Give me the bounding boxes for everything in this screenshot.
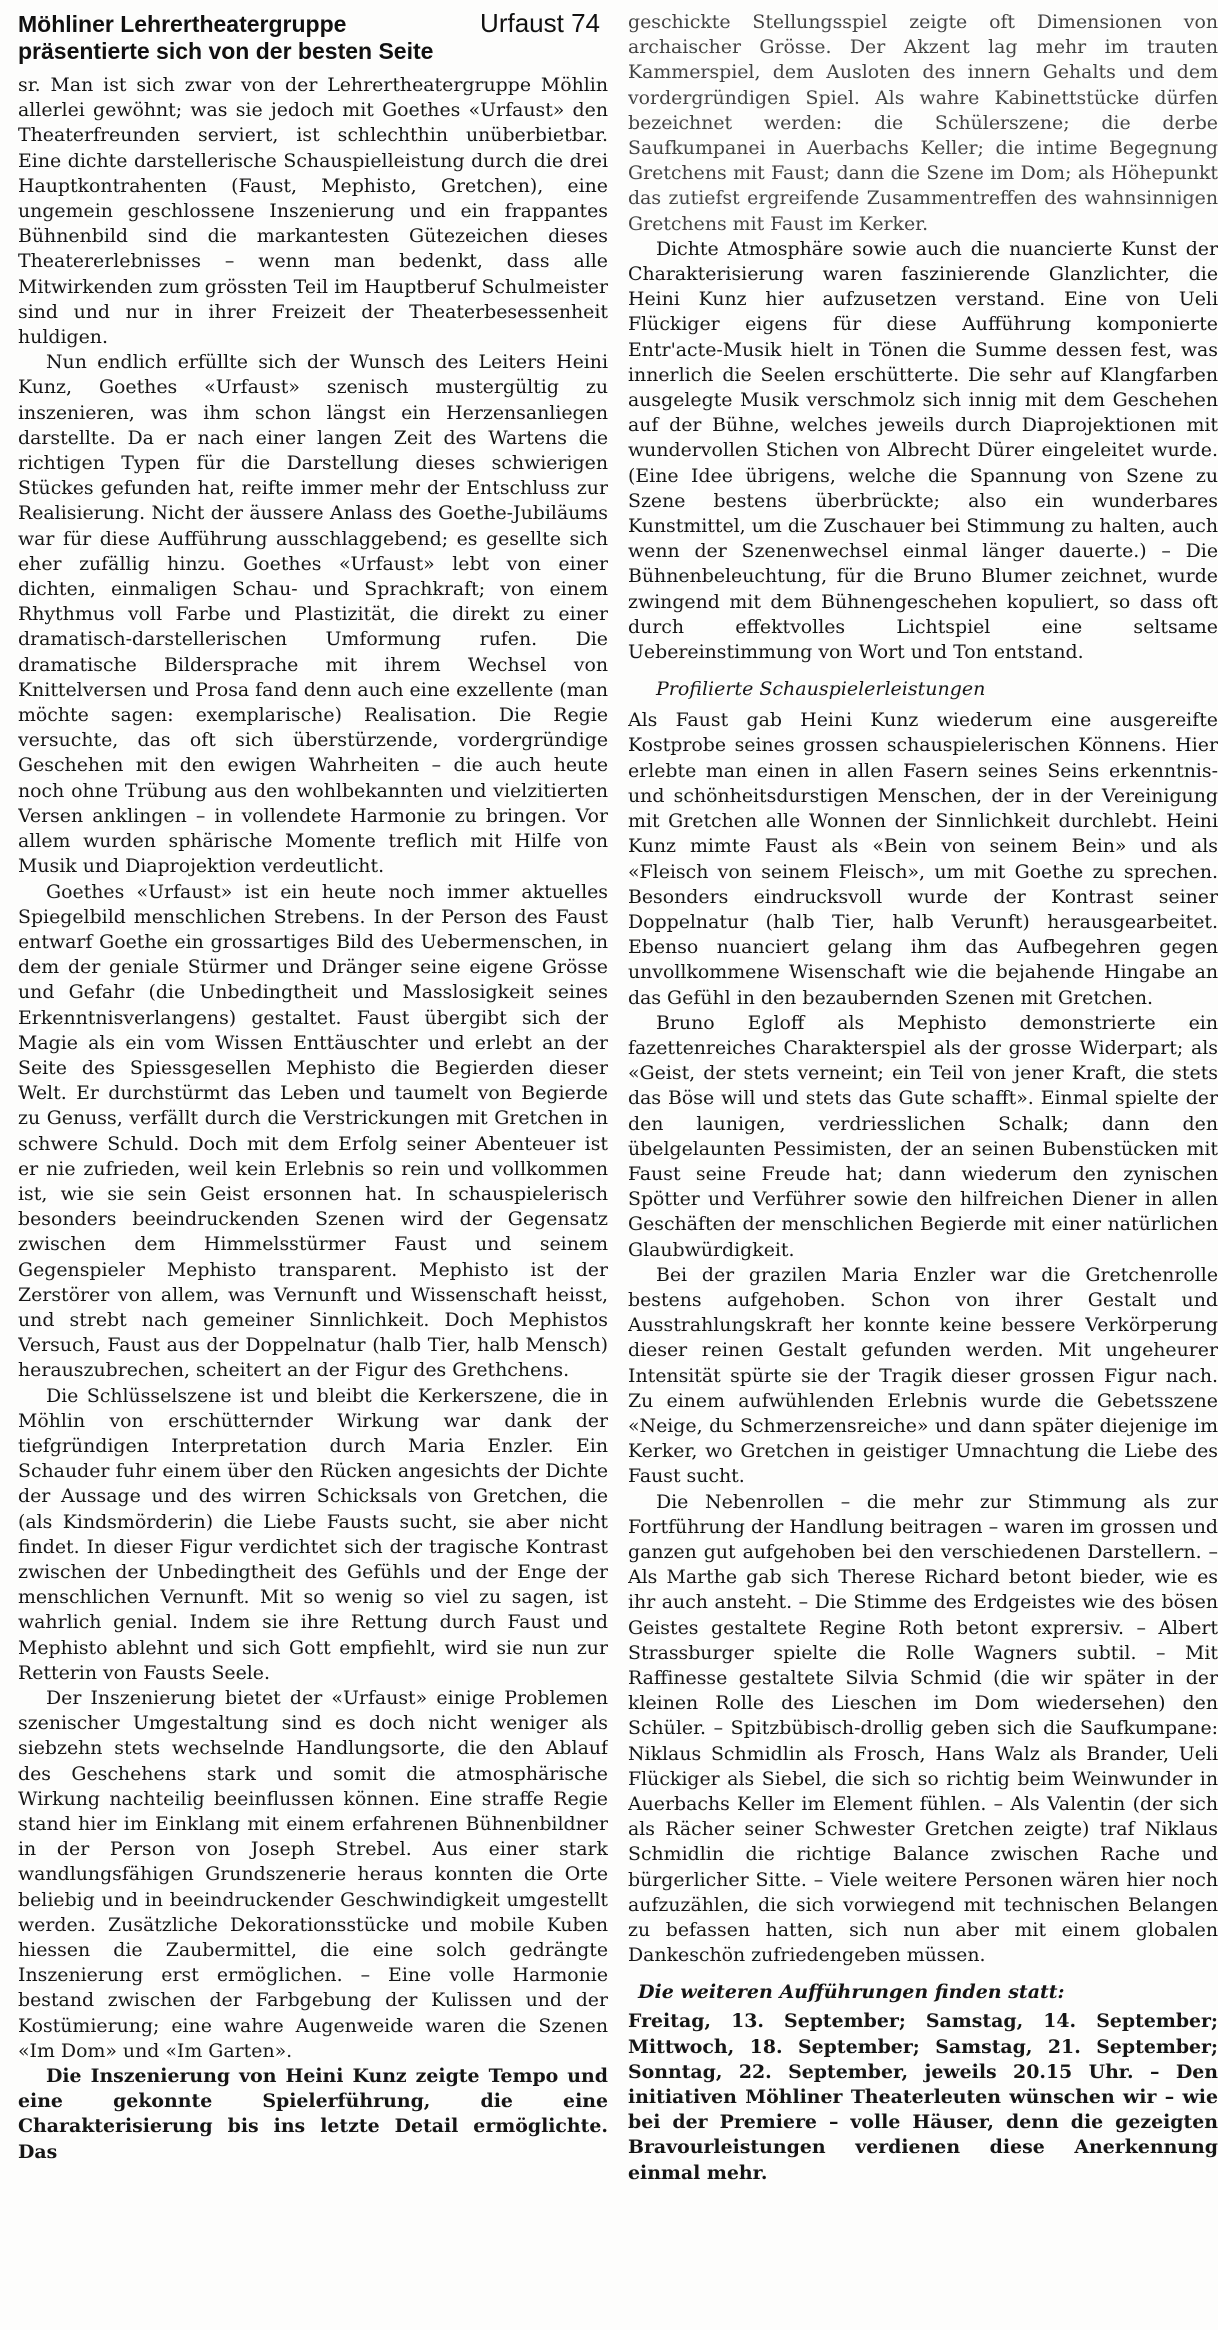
headline-tag: Urfaust 74	[480, 10, 600, 38]
paragraph: sr. Man ist sich zwar von der Lehrertheatergruppe Möhlin allerlei gewöhnt; was sie jedoch mit Goethes «Urfaust» den Theaterfreunden serviert, ist schlechthin unüberbietbar. Eine dichte darstellerische Schauspielleistung durch die drei Hauptkontrahenten (Faust, Mephisto, Gretchen), eine ungemein geschlossene Inszenierung und ein frappantes Bühnenbild sind die markantesten Gütezeichen dieses Theatererlebnisses – wenn man bedenkt, dass alle Mitwirkenden zum grössten Teil im Hauptberuf Schulmeister sind und nur in ihrer Freizeit der Theaterbesessenheit huldigen.	[18, 74, 608, 349]
subheading: Profilierte Schauspielerleistungen	[656, 678, 986, 701]
right-body	[628, 10, 1218, 2186]
paragraph: Nun endlich erfüllte sich der Wunsch des Leiters Heini Kunz, Goethes «Urfaust» szenisch mustergültig zu inszenieren, was ihm schon längst ein Herzensanliegen darstellte. Da er nach einer langen Zeit des Wartens die richtigen Typen für die Darstellung dieses schwierigen Stückes gefunden hat, reifte immer mehr der Entschluss zur Realisierung. Nicht der äussere Anlass des Goethe-Jubiläums war für diese Aufführung ausschlaggebend; es gesellte sich eher zufällig hinzu. Goethes «Urfaust» lebt von einer dichten, einmaligen Schau- und Sprachkraft; von einem Rhythmus voll Farbe und Plastizität, die direkt zu einer dramatisch-darstellerischen Umformung rufen. Die dramatische Bildersprache mit ihrem Wechsel von Knittelversen und Prosa fand denn auch eine exzellente (man möchte sagen: exemplarische) Realisation. Die Regie versuchte, das oft sich überstürzende, vordergründige Geschehen mit den ewigen Wahrheiten – die auch heute noch ohne Trübung aus den wohlbekannten und vielzitierten Versen anklingen – in vollendete Harmonie zu bringen. Vor allem wurden sphärische Momente treflich mit Hilfe von Musik und Diaprojektion verdeutlicht.	[18, 351, 608, 878]
paragraph: Goethes «Urfaust» ist ein heute noch immer aktuelles Spiegelbild menschlichen Strebens. In der Person des Faust entwarf Goethe ein grossartiges Bild des Uebermenschen, in dem der geniale Stürmer und Dränger seine eigene Grösse und Gefahr (die Unbedingtheit und Masslosigkeit seines Erkenntnisverlangens) gestaltet. Faust übergibt sich der Magie als ein vom Wissen Enttäuschter und erlebt an der Seite des Spiessgesellen Mephisto die Begierden dieser Welt. Er durchstürmt das Leben und taumelt von Begierde zu Genuss, verfällt durch die Verstrickungen mit Gretchen in schwere Schuld. Doch mit dem Erfolg seiner Abenteuer ist er nie zufrieden, weil kein Erlebnis so rein und vollkommen ist, wie sie sein Geist ersonnen hat. In schauspielerisch besonders beeindruckenden Szenen wird der Gegensatz zwischen dem Himmelsstürmer Faust und seinem Gegenspieler Mephisto transparent. Mephisto ist der Zerstörer von allem, was Vernunft und Wissenschaft heisst, und strebt nach gemeiner Sinnlichkeit. Doch Mephistos Versuch, Faust aus der Doppelnatur (halb Tier, halb Mensch) herauszubrechen, scheitert an der Figur des Grethchens.	[18, 880, 608, 1382]
dates-heading: Die weiteren Aufführungen finden statt:	[638, 1981, 1065, 2004]
paragraph: Die Inszenierung von Heini Kunz zeigte Tempo und eine gekonnte Spielerführung, die eine Charakterisierung bis ins letzte Detail ermöglichte. Das	[18, 2065, 608, 2163]
headline-row	[18, 10, 608, 38]
paragraph: Die Nebenrollen – die mehr zur Stimmung als zur Fortführung der Handlung beitragen – waren im grossen und ganzen gut aufgehoben bei den verschiedenen Darstellern. – Als Marthe gab sich Therese Richard betont bieder, wie es ihr auch ansteht. – Die Stimme des Erdgeistes wie des bösen Geistes gestaltete Regine Roth betont exprersiv. – Albert Strassburger spielte die Rolle Wagners subtil. – Mit Raffinesse gestaltete Silvia Schmid (die wir später in der kleinen Rolle des Lieschen im Dom wiedersehen) den Schüler. – Spitzbübisch-drollig geben sich die Saufkumpane: Niklaus Schmidlin als Frosch, Hans Walz als Brander, Ueli Flückiger als Siebel, die sich so richtig beim Weinwunder in Auerbachs Keller im Element fühlen. – Als Valentin (der sich als Rächer seiner Schwester Gretchen zeigte) traf Niklaus Schmidlin die richtige Balance zwischen Rache und bürgerlicher Sitte. – Viele weitere Personen wären hier noch aufzuzählen, die sich vorwiegend mit technischen Belangen zu befassen hatten, sich nun aber mit einem globalen Dankeschön zufriedengeben müssen.	[628, 1490, 1218, 1967]
left-body	[18, 73, 608, 2165]
paragraph-continued: geschickte Stellungsspiel zeigte oft Dimensionen von archaischer Grösse. Der Akzent lag mehr im trauten Kammerspiel, dem Ausloten des innern Gehalts und dem vordergründigen Spiel. Als wahre Kabinettstücke dürfen bezeichnet werden: die Schülerszene; die derbe Saufkumpanei in Auerbachs Keller; die intime Begegnung Gretchens mit Faust; dann die Szene im Dom; als Höhepunkt das zutiefst ergreifende Zusammentreffen des wahnsinnigen Gretchens mit Faust im Kerker.	[628, 11, 1218, 235]
headline-line1: Möhliner Lehrertheatergruppe	[18, 11, 347, 37]
headline-line2: präsentierte sich von der besten Seite	[18, 38, 434, 64]
paragraph: Dichte Atmosphäre sowie auch die nuancierte Kunst der Charakterisierung waren faszinierende Glanzlichter, die Heini Kunz hier aufzusetzen verstand. Eine von Ueli Flückiger eigens für diese Aufführung komponierte Entr'acte-Musik hielt in Tönen die Summe dessen fest, was innerlich die Seelen erschütterte. Die sehr auf Klangfarben ausgelegte Musik verschmolz sich innig mit dem Geschehen auf der Bühne, welches jeweils durch Diaprojektionen mit wundervollen Stichen von Albrecht Dürer eingeleitet wurde. (Eine Idee übrigens, welche die Spannung von Szene zu Szene bestens überbrückte; also ein wunderbares Kunstmittel, um die Zuschauer bei Stimmung zu halten, auch wenn der Szenenwechsel einmal länger dauerte.) – Die Bühnenbeleuchtung, für die Bruno Blumer zeichnet, wurde zwingend mit dem Bühnengeschehen kopuliert, so dass oft durch effektvolles Lichtspiel eine seltsame Uebereinstimmung von Wort und Ton entstand.	[628, 237, 1218, 664]
paragraph: Als Faust gab Heini Kunz wiederum eine ausgereifte Kostprobe seines grossen schauspielerischen Könnens. Hier erlebte man einen in allen Fasern seines Seins erkenntnis- und schönheitsdurstigen Menschen, der in der Vereinigung mit Gretchen alle Wonnen der Sinnlichkeit durchlebt. Heini Kunz mimte Faust als «Bein von seinem Bein» und als «Fleisch von seinem Fleisch», um mit Goethe zu sprechen. Besonders eindrucksvoll wurde der Kontrast seiner Doppelnatur (halb Tier, halb Verunft) herausgearbeitet. Ebenso nuanciert gelang ihm das Aufbegehren gegen unvollkommene Wisenschaft wie die bejahende Hingabe an das Gefühl in den bezaubernden Szenen mit Gretchen.	[628, 709, 1218, 1009]
dates-paragraph: Freitag, 13. September; Samstag, 14. September; Mittwoch, 18. September; Samstag, 21. September; Sonntag, 22. September, jeweils 20.15 Uhr. – Den initiativen Möhliner Theaterleuten wünschen wir – wie bei der Premiere – volle Häuser, denn die gezeigten Bravourleistungen verdienen diese Anerkennung einmal mehr.	[628, 2010, 1218, 2184]
right-column	[628, 10, 1218, 2320]
paragraph: Die Schlüsselszene ist und bleibt die Kerkerszene, die in Möhlin von erschütternder Wirkung war dank der tiefgründigen Interpretation durch Maria Enzler. Ein Schauder fuhr einem über den Rücken angesichts der Dichte der Aussage und des wirren Schicksals von Gretchen, die (als Kindsmörderin) die Liebe Fausts sucht, sie aber nicht findet. In dieser Figur verdichtet sich der tragische Kontrast zwischen der Unbedingtheit des Gefühls und der Enge der menschlichen Vernunft. Mit so wenig so viel zu sagen, ist wahrlich genial. Indem sie ihre Rettung durch Faust und Mephisto ablehnt und sich Gott empfiehlt, wird sie nun zur Retterin von Fausts Seele.	[18, 1384, 608, 1684]
paragraph: Der Inszenierung bietet der «Urfaust» einige Problemen szenischer Umgestaltung sind es doch nicht weniger als siebzehn stets wechselnde Handlungsorte, die den Ablauf des Geschehens stark und somit die atmosphärische Wirkung nachteilig beeinflussen können. Eine straffe Regie stand hier im Einklang mit einem erfahrenen Bühnenbildner in der Person von Joseph Strebel. Aus einer stark wandlungsfähigen Grundszenerie heraus konnten die Orte beliebig und in beeindruckender Geschwindigkeit umgestellt werden. Zusätzliche Dekorationsstücke und mobile Kuben hiessen die Zaubermittel, die eine solch gedrängte Inszenierung erst ermöglichen. – Eine volle Harmonie bestand zwischen der Farbgebung der Kulissen und der Kostümierung; eine wahre Augenweide waren die Szenen «Im Dom» und «Im Garten».	[18, 1687, 608, 2062]
paragraph: Bei der grazilen Maria Enzler war die Gretchenrolle bestens aufgehoben. Schon von ihrer Gestalt und Ausstrahlungskraft her konnte keine bessere Verkörperung dieser reinen Gestalt gefunden werden. Mit ungeheurer Intensität spürte sie der Tragik dieser grossen Figur nach. Zu einem aufwühlenden Erlebnis wurde die Gebetsszene «Neige, du Schmerzensreiche» und dann später diejenige im Kerker, wo Gretchen in geistiger Umnachtung die Liebe des Faust sucht.	[628, 1263, 1218, 1488]
left-column	[18, 10, 608, 2320]
headline	[18, 10, 608, 65]
paragraph: Bruno Egloff als Mephisto demonstrierte ein fazettenreiches Charakterspiel als der grosse Widerpart; als «Geist, der stets verneint; ein Teil von jener Kraft, die stets das Böse will und stets das Gute schafft». Einmal spielte der den launigen, verdriesslichen Schalk; dann den übelgelaunten Pessimisten, der an seinen Bubenstücken mit Faust seine Freude hat; dann wiederum den zynischen Spötter und Verführer sowie den hilfreichen Diener in allen Geschäften der menschlichen Begierde mit einer natürlichen Glaubwürdigkeit.	[628, 1011, 1218, 1261]
